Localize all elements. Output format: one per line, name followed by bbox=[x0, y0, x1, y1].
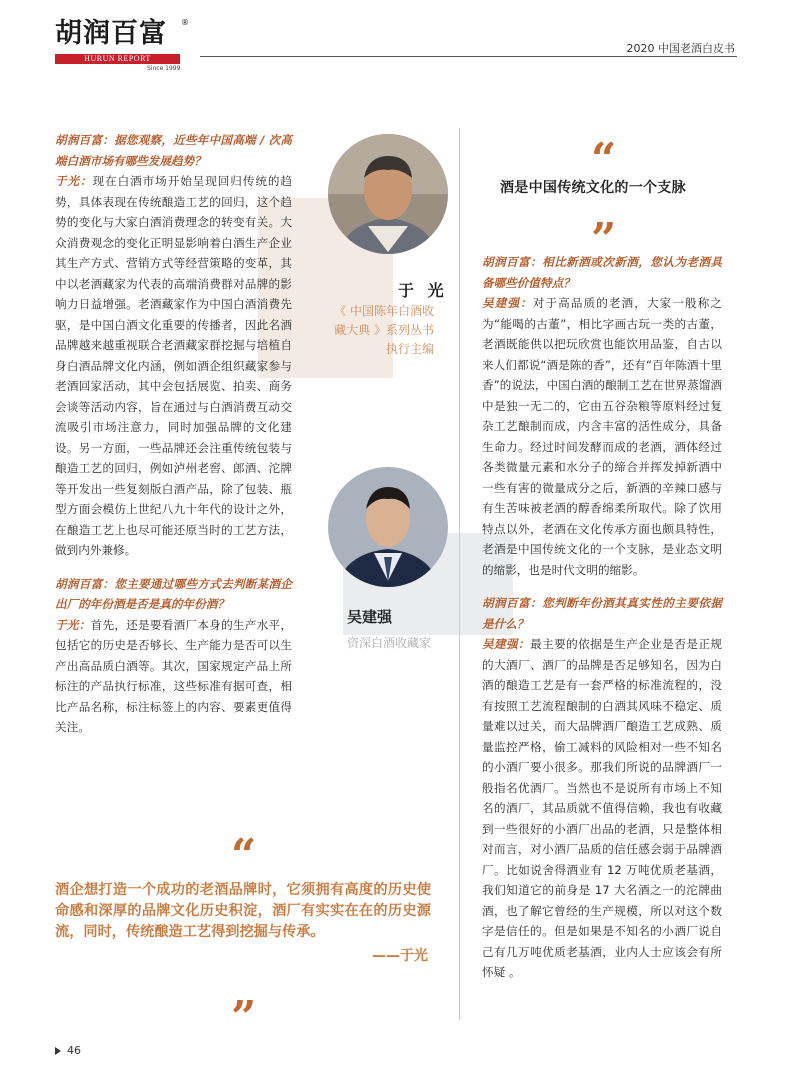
logo-english-bar: HURUN REPORT bbox=[55, 54, 180, 64]
page-number-text: 46 bbox=[67, 1044, 81, 1057]
close-quote-icon-2: ” bbox=[231, 992, 257, 1043]
pull-quote-signature: ——于光 bbox=[372, 948, 428, 964]
header-divider bbox=[200, 56, 737, 57]
answer-4-speaker: 吴建强： bbox=[482, 637, 531, 651]
profile-1-name: 于 光 bbox=[398, 281, 448, 300]
answer-3 bbox=[482, 293, 722, 580]
open-quote-icon: “ bbox=[591, 134, 617, 185]
right-column bbox=[482, 252, 722, 983]
answer-3-speaker: 吴建强： bbox=[482, 296, 533, 310]
page-arrow-icon bbox=[55, 1047, 61, 1055]
pull-quote-text: 酒企想打造一个成功的老酒品牌时，它须拥有高度的历史使命感和深厚的品牌文化历史积淀，酒厂有实实在在的历史源流，同时，传统酿造工艺得到挖掘与传承。 bbox=[55, 882, 431, 940]
close-quote-icon: ” bbox=[591, 214, 617, 265]
answer-2-speaker: 于光： bbox=[55, 617, 91, 632]
profile-1-role: 《 中国陈年白酒收藏大典 》系列丛书执行主编 bbox=[334, 304, 434, 356]
answer-2-text: 首先，还是要看酒厂本身的生产水平，包括它的历史是否够长、生产能力是否可以生产出高品质白酒等。其次，国家规定产品上所标注的产品执行标准，这些标准有据可查，相比产品名称，标注标签上的内容、要素更值得关注。 bbox=[55, 617, 292, 734]
left-column bbox=[55, 130, 292, 738]
answer-4-text: 最主要的依据是生产企业是否是正规的大酒厂、酒厂的品牌是否足够知名，因为白酒的酿造工艺是有一套严格的标准流程的，没有按照工艺流程酿制的白酒其风味不稳定、质量难以过关，而大品牌酒厂酿造工艺成熟、质量监控严格，偷工减料的风险相对一些不知名的小酒厂要小很多。那我们所说的品牌酒厂一般指名优酒厂。当然也不是说所有市场上不知名的酒厂，其品质就不值得信赖，我也有收藏到一些很好的小酒厂出品的老酒，只是整体相对而言，对小酒厂品质的信任感会弱于品牌酒厂。比如说舍得酒业有 12 万吨优质老基酒，我们知道它的前身是 17 大名酒之一的沱牌曲酒，也了解它曾经的生产规模，所以对这个数字是信任的。但是如果是不知名的小酒厂说自己有几万吨优质老基酒，业内人士应该会有所怀疑 。 bbox=[482, 637, 722, 979]
logo-since-text: Since 1999 bbox=[147, 65, 181, 72]
pull-quote-title: 酒是中国传统文化的一个支脉 bbox=[500, 180, 686, 196]
open-quote-icon-2: “ bbox=[231, 830, 257, 881]
answer-2 bbox=[55, 615, 292, 738]
logo-chinese-text: 胡润百富 bbox=[55, 18, 167, 49]
question-1: 胡润百富：据您观察，近些年中国高端 / 次高端白酒市场有哪些发展趋势？ bbox=[55, 133, 292, 168]
answer-1 bbox=[55, 171, 292, 561]
portrait-yu-guang bbox=[328, 134, 448, 254]
answer-3-text: 对于高品质的老酒，大家一般称之为“能喝的古董”，相比字画古玩一类的古董，老酒既能供以把玩欣赏也能饮用品鉴，自古以来人们都说“酒是陈的香”，还有“百年陈酒十里香”的说法，中国白酒的酿制工艺在世界蒸馏酒中是独一无二的，它由五谷杂粮等原料经过复杂工艺酿制而成，内含丰富的活性成分，具备生命力。经过时间发酵而成的老酒，酒体经过各类微量元素和水分子的缔合并挥发掉新酒中一些有害的微量成分之后，新酒的辛辣口感与有生苦味被老酒的醇香绵柔所取代。除了饮用特点以外，老酒在文化传承方面也颇具特性，老酒是中国传统文化的一个支脉，是业态文明的缩影，也是时代文明的缩影。 bbox=[482, 296, 722, 577]
report-title: 2020 中国老酒白皮书 bbox=[626, 42, 735, 55]
hurun-logo bbox=[55, 16, 195, 76]
portrait-wu-jianqiang bbox=[328, 467, 448, 587]
page-number bbox=[55, 1044, 81, 1057]
answer-1-text: 现在白酒市场开始呈现回归传统的趋势，具体表现在传统酿造工艺的回归，这个趋势的变化与大家白酒消费理念的转变有关。大众消费观念的变化正明显影响着白酒生产企业其生产方式、营销方式等经营策略的变革，其中以老酒藏家为代表的高端消费群对品牌的影响力日益增强。老酒藏家作为中国白酒消费先驱，是中国白酒文化重要的传播者，因此名酒品牌越来越重视联合老酒藏家群挖掘与培植自身白酒品牌文化内涵，例如酒企组织藏家参与老酒回家活动，其中会包括展览、拍卖、商务会谈等活动内容，旨在通过与白酒消费互动交流吸引市场注意力，同时加强品牌的文化建设。另一方面，一些品牌还会注重传统包装与酿造工艺的回归，例如泸州老窖、郎酒、沱牌等开发出一些复刻版白酒产品，除了包装、瓶型方面会模仿上世纪八九十年代的设计之外，在酿造工艺上也尽可能还原当时的工艺方法，做到内外兼修。 bbox=[55, 174, 292, 557]
question-2: 胡润百富：您主要通过哪些方式去判断某酒企出厂的年份酒是否是真的年份酒？ bbox=[55, 576, 292, 611]
profile-2-role: 资深白酒收藏家 bbox=[347, 636, 432, 650]
column-divider bbox=[459, 128, 460, 1020]
answer-4 bbox=[482, 634, 722, 983]
question-4: 胡润百富：您判断年份酒其真实性的主要依据是什么？ bbox=[482, 596, 722, 631]
registered-mark: ® bbox=[181, 18, 189, 27]
profile-2-name: 吴建强 bbox=[347, 608, 393, 626]
answer-1-speaker: 于光： bbox=[55, 174, 93, 188]
question-3: 胡润百富：相比新酒或次新酒，您认为老酒具备哪些价值特点？ bbox=[482, 255, 722, 290]
